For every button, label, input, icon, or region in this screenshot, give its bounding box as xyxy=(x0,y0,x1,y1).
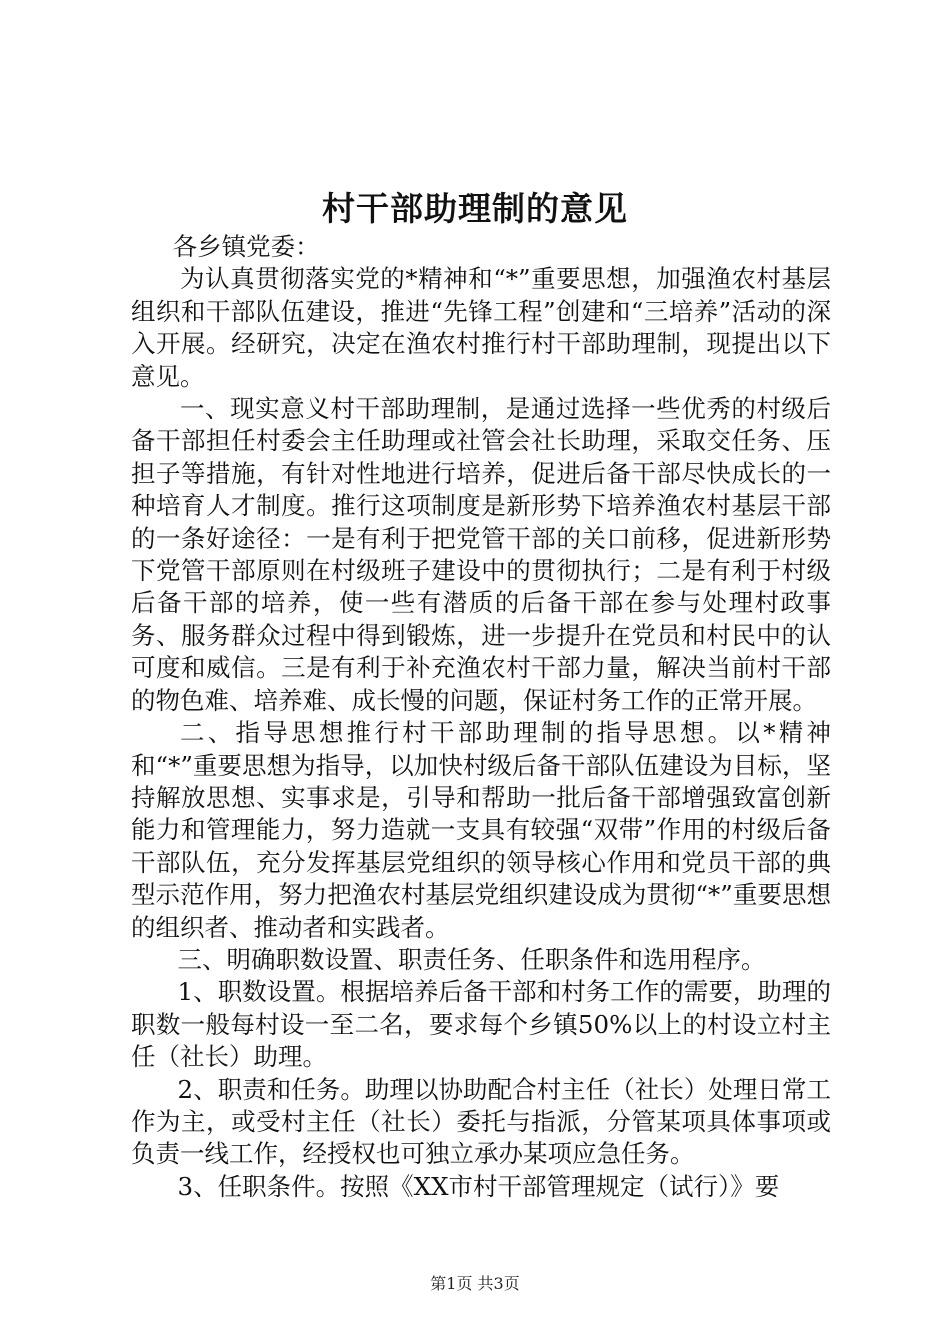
paragraph-section-2: 二、指导思想推行村干部助理制的指导思想。以*精神和“*”重要思想为指导，以加快村级后备干部队伍建设为目标，坚持解放思想、实事求是，引导和帮助一批后备干部增强致富创新能力和管理能力，努力造就一支具有较强“双带”作用的村级后备干部队伍，充分发挥基层党组织的领导核心作用和党员干部的典型示范作用，努力把渔农村基层党组织建设成为贯彻“*”重要思想的组织者、推动者和实践者。 xyxy=(131,718,831,942)
paragraph-item-1: 1、职数设置。根据培养后备干部和村务工作的需要，助理的职数一般每村设一至二名，要求每个乡镇50%以上的村设立村主任（社长）助理。 xyxy=(131,977,831,1072)
paragraph-section-1: 一、现实意义村干部助理制，是通过选择一些优秀的村级后备干部担任村委会主任助理或社管会社长助理，采取交任务、压担子等措施，有针对性地进行培养，促进后备干部尽快成长的一种培育人才制度。推行这项制度是新形势下培养渔农村基层干部的一条好途径：一是有利于把党管干部的关口前移，促进新形势下党管干部原则在村级班子建设中的贯彻执行；二是有利于村级后备干部的培养，使一些有潜质的后备干部在参与处理村政事务、服务群众过程中得到锻炼，进一步提升在党员和村民中的认可度和威信。三是有利于补充渔农村干部力量，解决当前村干部的物色难、培养难、成长慢的问题，保证村务工作的正常开展。 xyxy=(131,394,831,715)
document-title: 村干部助理制的意见 xyxy=(322,189,628,228)
paragraph-item-3: 3、任职条件。按照《XX市村干部管理规定（试行）》要 xyxy=(177,1171,780,1201)
paragraph-section-3: 三、明确职数设置、职责任务、任职条件和选用程序。 xyxy=(177,944,766,974)
document-body xyxy=(131,231,831,1203)
page-footer: 第1页 共3页 xyxy=(430,1274,520,1293)
salutation: 各乡镇党委： xyxy=(172,232,320,261)
paragraph-intro: 为认真贯彻落实党的*精神和“*”重要思想，加强渔农村基层组织和干部队伍建设，推进“先锋工程”创建和“三培养”活动的深入开展。经研究，决定在渔农村推行村干部助理制，现提出以下意见。 xyxy=(131,264,831,391)
paragraph-item-2: 2、职责和任务。助理以协助配合村主任（社长）处理日常工作为主，或受村主任（社长）委托与指派，分管某项具体事项或负责一线工作，经授权也可独立承办某项应急任务。 xyxy=(131,1074,831,1169)
